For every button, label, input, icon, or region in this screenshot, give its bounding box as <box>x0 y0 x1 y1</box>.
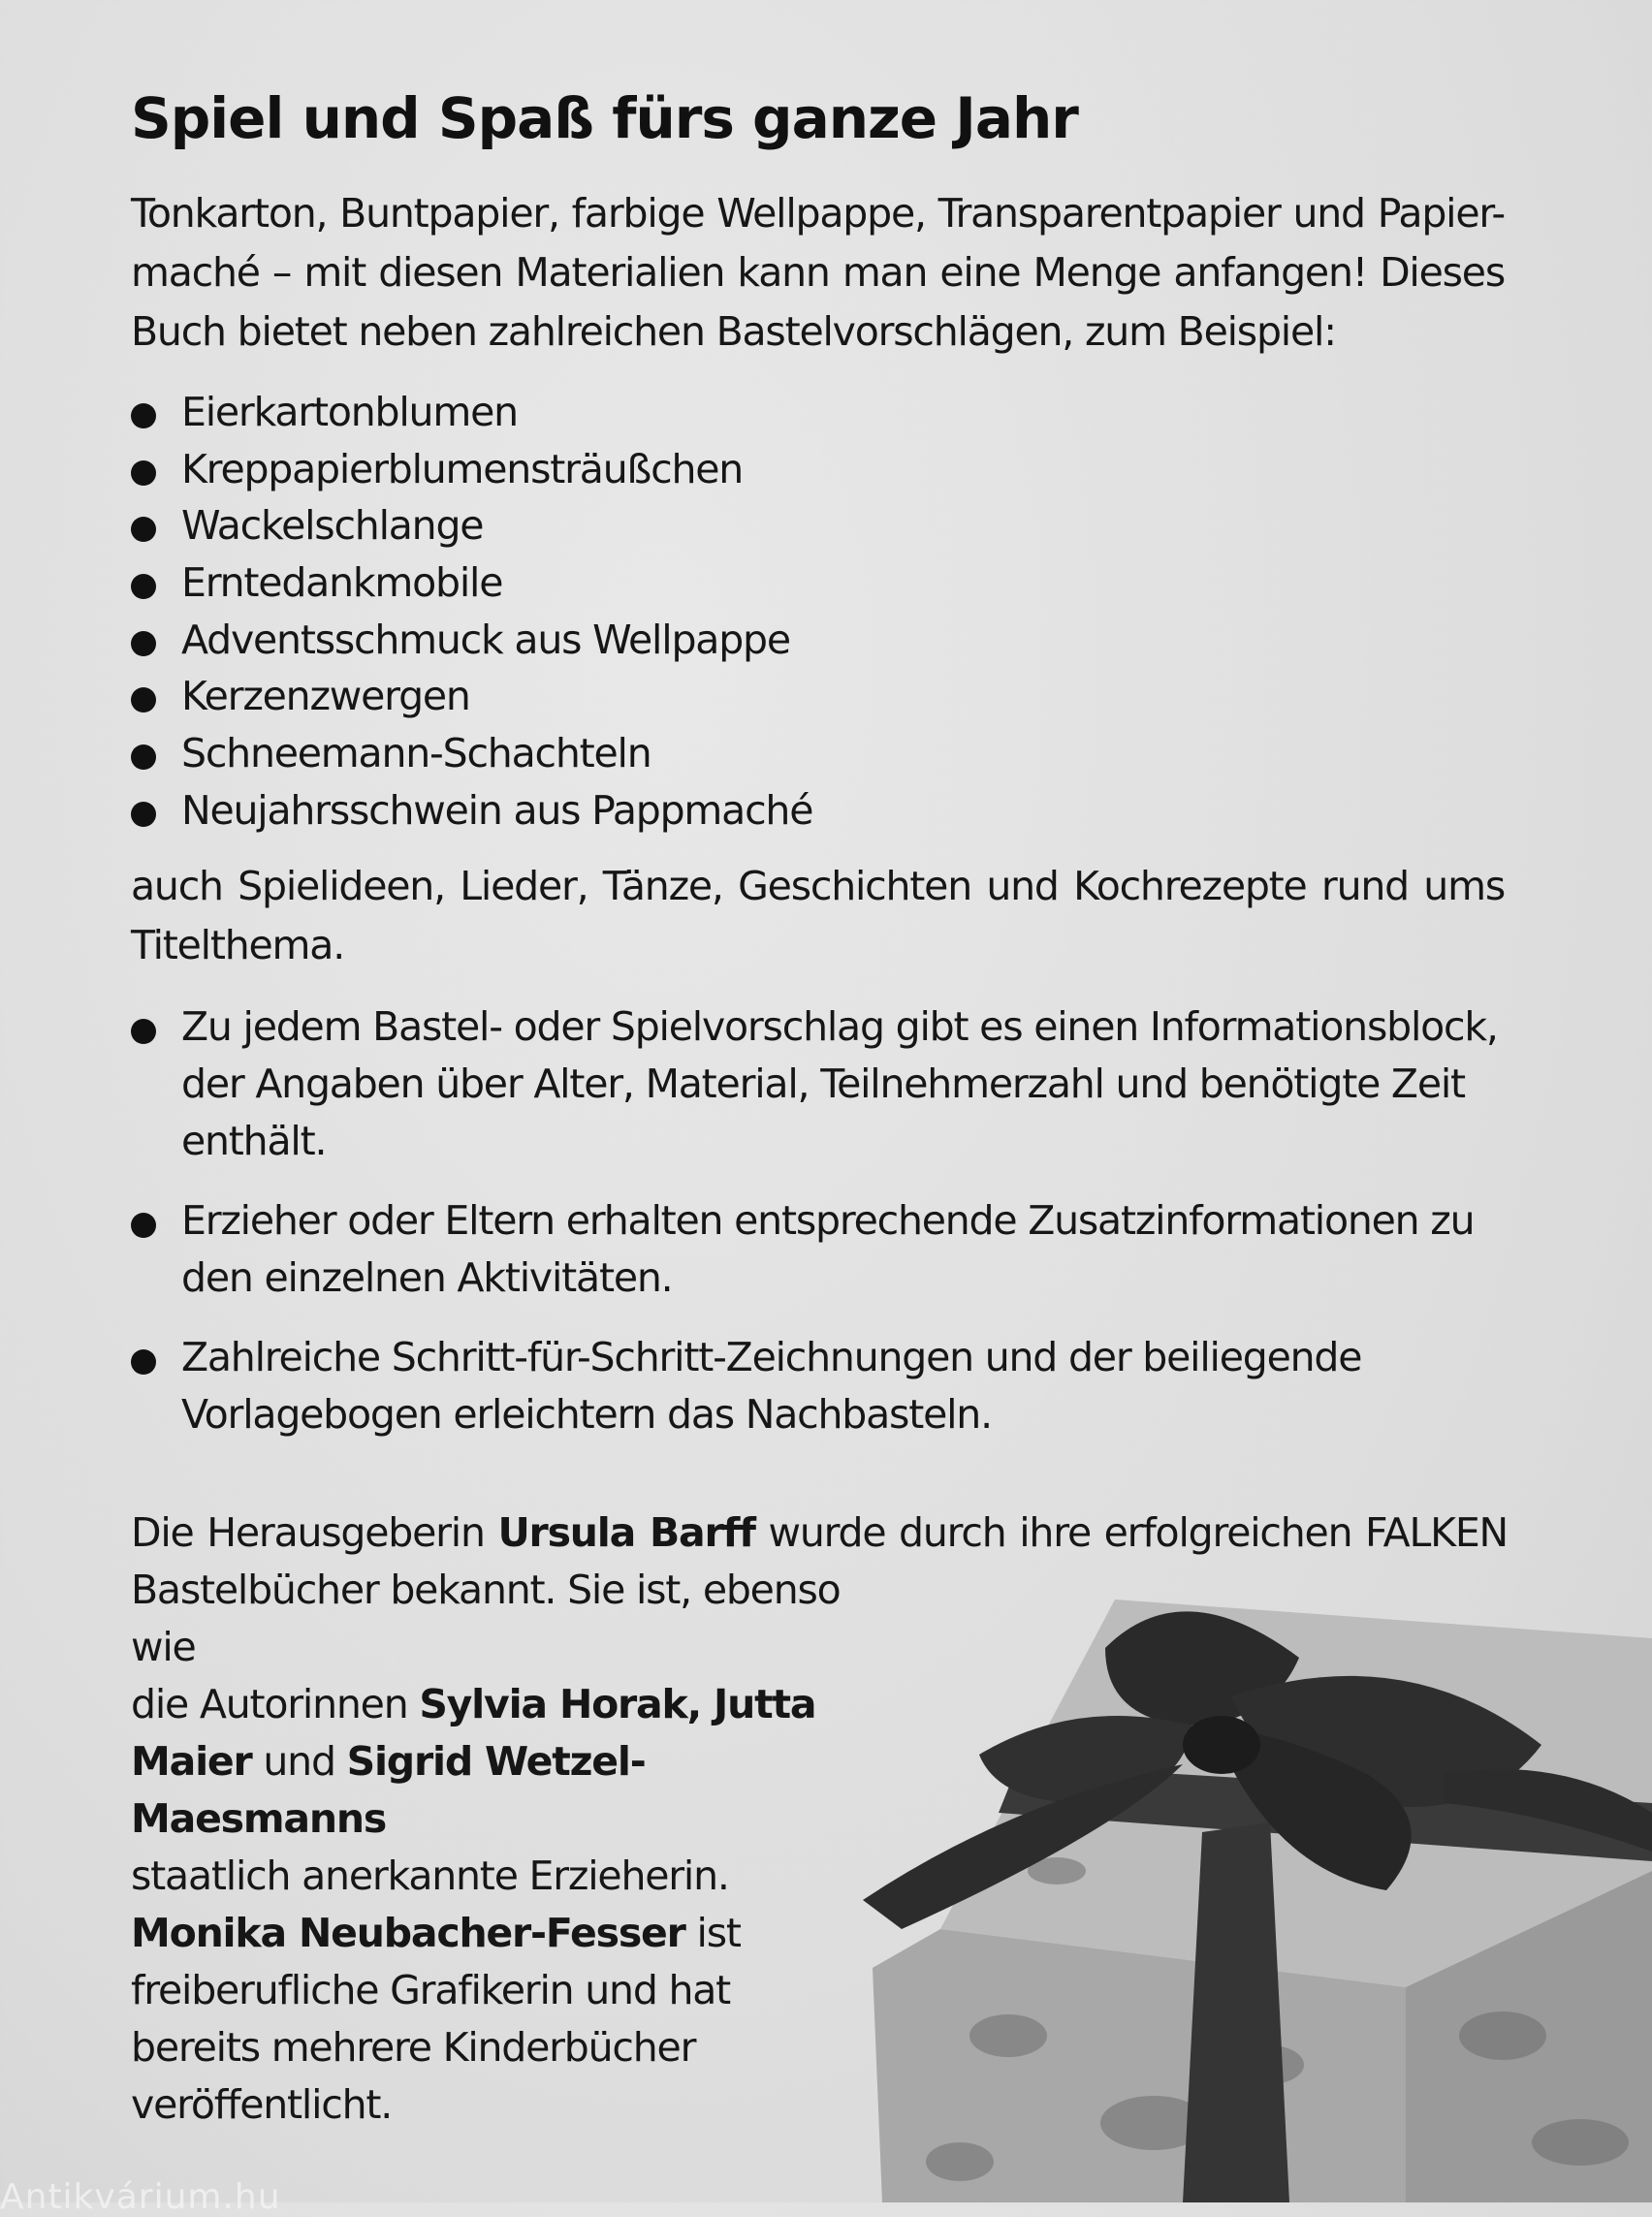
list-item <box>131 782 812 839</box>
publisher-text: wurde durch ihre erfolgreichen FALKEN <box>754 1509 1509 1556</box>
list-item <box>131 725 812 782</box>
list-item-label: Wackelschlange <box>181 502 484 550</box>
publisher-text: und <box>251 1738 347 1785</box>
list-item-label: Neujahrsschwein aus Pappmaché <box>181 786 813 834</box>
feature-item <box>131 998 1508 1170</box>
bullet-icon <box>131 802 156 827</box>
bullet-icon <box>131 460 156 486</box>
craft-list <box>131 384 812 839</box>
list-item <box>131 441 812 498</box>
publisher-line <box>131 1733 897 1848</box>
intro-paragraph: Tonkarton, Buntpapier, farbige Wellpappe, Transparentpapier und Papier-maché – mit diesen Materialien kann man eine Menge anfangen! Dieses Buch bietet neben zahlreichen Bastelvorschlägen, zum Beispiel: <box>131 190 1505 355</box>
bullet-icon <box>131 517 156 542</box>
list-item-label: Eierkartonblumen <box>181 389 518 435</box>
publisher-line <box>131 2019 897 2076</box>
bullet-icon <box>131 574 156 599</box>
publisher-line <box>131 1848 897 1905</box>
bullet-icon <box>131 1019 156 1044</box>
editor-name: Ursula Barff <box>497 1509 755 1556</box>
publisher-text: Bastelbücher bekannt. Sie ist, ebenso wie <box>131 1567 841 1670</box>
author-name: Sigrid Wetzel-Maesmanns <box>131 1738 646 1842</box>
page-title: Spiel und Spaß fürs ganze Jahr <box>131 85 1078 151</box>
feature-text: Zu jedem Bastel- oder Spielvorschlag gibt es einen Informationsblock, der Angaben über Alter, Material, Teilnehmerzahl und benötigte Zeit enthält. <box>181 1003 1498 1164</box>
list-item <box>131 497 812 554</box>
publisher-text: veröffentlicht. <box>131 2081 393 2128</box>
list-item-label: Kerzenzwergen <box>181 673 470 720</box>
feature-text: Erzieher oder Eltern erhalten entsprechende Zusatzinformationen zu den einzelnen Aktivitäten. <box>181 1197 1475 1301</box>
publisher-line <box>131 1676 897 1733</box>
publisher-line <box>131 1962 897 2019</box>
publisher-text: die Autorinnen <box>131 1681 420 1727</box>
feature-item <box>131 1329 1508 1443</box>
list-item <box>131 554 812 612</box>
list-item-label: Kreppapierblumensträußchen <box>181 445 744 492</box>
feature-item <box>131 1192 1508 1307</box>
bullet-icon <box>131 744 156 770</box>
watermark: Antikvárium.hu <box>0 2177 281 2217</box>
publisher-text: Die Herausgeberin <box>131 1509 498 1556</box>
list-item <box>131 668 812 725</box>
publisher-text: bereits mehrere Kinderbücher <box>131 2024 696 2071</box>
publisher-paragraph <box>131 1562 897 2134</box>
list-item <box>131 612 812 669</box>
publisher-line <box>131 1562 897 1676</box>
author-name: Sylvia Horak, Jutta <box>419 1681 816 1727</box>
publisher-text: freiberufliche Grafikerin und hat <box>131 1967 731 2013</box>
author-name: Maier <box>131 1738 252 1785</box>
publisher-text: staatlich anerkannte Erzieherin. <box>131 1853 729 1899</box>
bullet-icon <box>131 631 156 656</box>
bullet-icon <box>131 1213 156 1238</box>
list-item <box>131 384 812 441</box>
after-list-paragraph: auch Spielideen, Lieder, Tänze, Geschichten und Kochrezepte rund ums Titelthema. <box>131 863 1505 968</box>
list-item-label: Erntedankmobile <box>181 559 503 607</box>
bullet-icon <box>131 1349 156 1375</box>
feature-list <box>131 998 1508 1466</box>
bullet-icon <box>131 687 156 713</box>
gift-box-image <box>863 1580 1652 2202</box>
publisher-line <box>131 2076 897 2134</box>
publisher-line-1 <box>131 1504 1508 1562</box>
illustrator-name: Monika Neubacher-Fesser <box>131 1910 685 1956</box>
list-item-label: Schneemann-Schachteln <box>181 730 651 777</box>
publisher-text: ist <box>684 1910 741 1956</box>
bullet-icon <box>131 403 156 428</box>
list-item-label: Adventsschmuck aus Wellpappe <box>181 616 790 663</box>
publisher-line <box>131 1905 897 1962</box>
feature-text: Zahlreiche Schritt-für-Schritt-Zeichnungen und der beiliegende Vorlagebogen erleichtern das Nachbasteln. <box>181 1334 1362 1438</box>
